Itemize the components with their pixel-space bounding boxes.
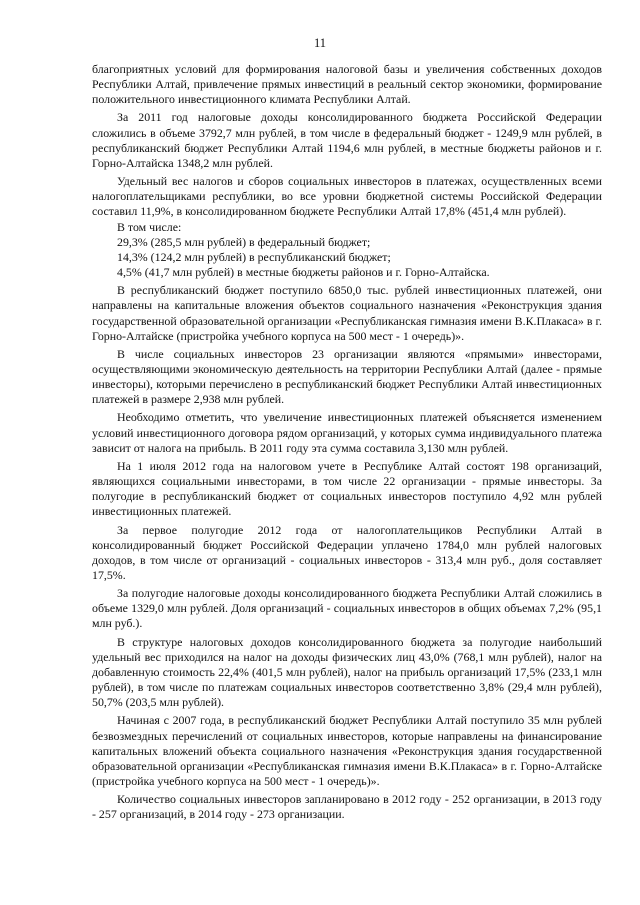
paragraph-payment-increase: Необходимо отметить, что увеличение инвестиционных платежей объясняется изменением условий инвестиционного договора рядом организаций, у которых сумма индивидуального платежа зависит от налога на прибыль. В 2011 году эта сумма составила 3,130 млн рублей. bbox=[92, 410, 602, 455]
paragraph-direct-investors: В числе социальных инвесторов 23 организации являются «прямыми» инвесторами, осуществляющими экономическую деятельность на территории Республики Алтай (далее - прямые инвесторы), которыми перечислено в республиканский бюджет Республики Алтай инвестиционных платежей в размере 2,938 млн рублей. bbox=[92, 346, 602, 407]
paragraph-consolidated-budget-half: За полугодие налоговые доходы консолидированного бюджета Республики Алтай сложились в объеме 1329,0 млн рублей. Доля организаций - социальных инвесторов в общих объемах 7,2% (95,1 млн руб.). bbox=[92, 586, 602, 631]
paragraph-first-half-2012: За первое полугодие 2012 года от налогоплательщиков Республики Алтай в консолидированный бюджет Российской Федерации уплачено 1784,0 млн рублей налоговых доходов, в том числе от организаций - социальных инвесторов - 313,4 млн руб., доля составляет 17,5%. bbox=[92, 522, 602, 582]
list-item-republic-budget: 14,3% (124,2 млн рублей) в республиканский бюджет; bbox=[117, 249, 391, 264]
paragraph-investor-share: Удельный вес налогов и сборов социальных инвесторов в платежах, осуществленных всеми налогоплательщиками республики, во все уровни бюджетной системы Российской Федерации составил 11,9%, в консолидированном бюджете Республики Алтай 17,8% (451,4 млн рублей). bbox=[92, 174, 602, 219]
paragraph-registered-organizations: На 1 июля 2012 года на налоговом учете в Республике Алтай состоят 198 организаций, являющихся социальными инвесторами, в том числе 22 организации - прямые инвесторы. За полугодие в республиканский бюджет от социальных инвесторов поступило 4,92 млн рублей инвестиционных платежей. bbox=[92, 458, 602, 519]
paragraph-tax-structure: В структуре налоговых доходов консолидированного бюджета за полугодие наибольший удельный вес приходился на налог на доходы физических лиц 43,0% (768,1 млн рублей), налог на добавленную стоимость 22,4% (401,5 млн рублей), налог на прибыль организаций 17,5% (233,1 млн рублей), в том числе по платежам социальных инвесторов соответственно 3,8% (29,4 млн рублей), 50,7% (203,5 млн рублей). bbox=[92, 634, 602, 710]
paragraph-tax-revenue-2011: За 2011 год налоговые доходы консолидированного бюджета Российской Федерации сложились в объеме 3792,7 млн рублей, в том числе в федеральный бюджет - 1249,9 млн рублей, в республиканский бюджет Республики Алтай 1194,6 млн рублей, в местные бюджеты районов и г. Горно-Алтайска 1348,2 млн рублей. bbox=[92, 110, 602, 170]
paragraph-investment-payments: В республиканский бюджет поступило 6850,0 тыс. рублей инвестиционных платежей, они направлены на капитальные вложения объектов социального назначения «Реконструкция здания государственной образовательной организации «Республиканская гимназия имени В.К.Плакаса» в г. Горно-Алтайске (пристройка учебного корпуса на 500 мест - 1 очередь)». bbox=[92, 283, 602, 343]
paragraph-continuation: благоприятных условий для формирования налоговой базы и увеличения собственных доходов Республики Алтай, привлечение прямых инвестиций в реальный сектор экономики, формирование положительного инвестиционного климата Республики Алтай. bbox=[92, 62, 602, 107]
page-number: 11 bbox=[313, 36, 327, 50]
paragraph-including: В том числе: bbox=[117, 219, 182, 234]
list-item-federal-budget: 29,3% (285,5 млн рублей) в федеральный бюджет; bbox=[117, 234, 371, 249]
paragraph-since-2007: Начиная с 2007 года, в республиканский бюджет Республики Алтай поступило 35 млн рублей безвозмездных перечислений от социальных инвесторов, которые направлены на финансирование капитальных вложений объекта социального назначения «Реконструкция здания государственной образовательной организации «Республиканская гимназия имени В.К.Плакаса» в г. Горно-Алтайске (пристройка учебного корпуса на 500 мест - 1 очередь)». bbox=[92, 713, 602, 789]
list-item-local-budgets: 4,5% (41,7 млн рублей) в местные бюджеты районов и г. Горно-Алтайска. bbox=[117, 265, 490, 280]
document-body bbox=[92, 62, 602, 826]
paragraph-planned-investors: Количество социальных инвесторов запланировано в 2012 году - 252 организации, в 2013 году - 257 организаций, в 2014 году - 273 организации. bbox=[92, 792, 602, 822]
